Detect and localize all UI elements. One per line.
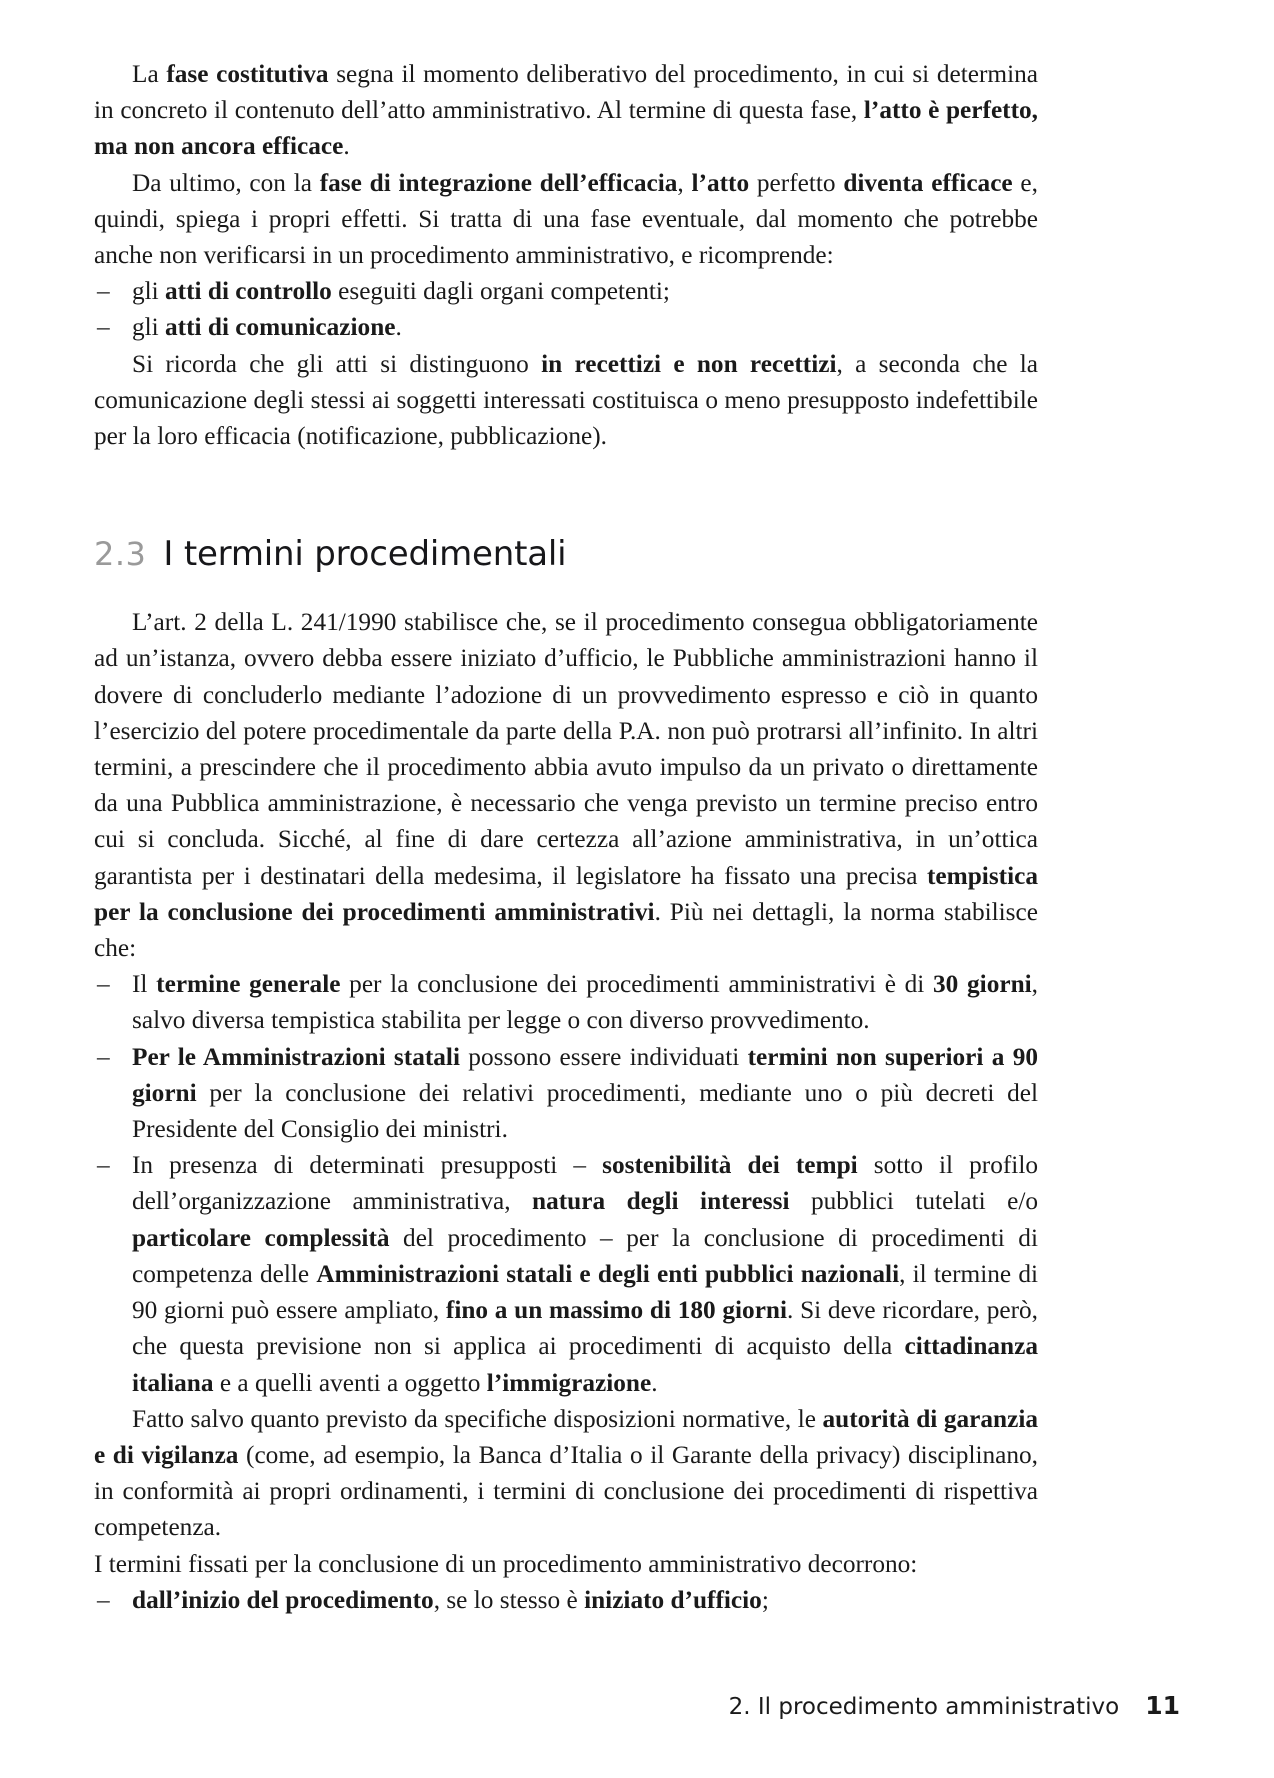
footer-chapter-label: 2. Il procedimento amministrativo [728, 1694, 1120, 1720]
text-bold: fino a un massimo di 180 giorni [445, 1296, 788, 1325]
text-bold: dall’inizio del procedimento [132, 1585, 434, 1614]
text-bold: natura degli interessi [532, 1187, 790, 1216]
text-bold: atti di comunicazione [165, 313, 396, 342]
list-item [94, 966, 1038, 1038]
section-number: 2.3 [94, 535, 147, 574]
text-run: In presenza di determinati presupposti – [132, 1151, 603, 1180]
text-run: ; [761, 1585, 769, 1614]
text-run: . Più nei dettagli, la norma stabilisce che: [94, 897, 1038, 963]
text-run: , [677, 168, 692, 197]
text-bold: autorità di garanzia e di vigilanza [94, 1404, 1038, 1469]
page-footer [94, 1691, 1180, 1720]
text-run: , il termine di 90 giorni può essere ampliato, [132, 1259, 1038, 1325]
text-run: . [395, 313, 402, 342]
text-run: Da ultimo, con la [132, 168, 320, 197]
page-title: I termini procedimentali [163, 534, 567, 575]
text-run: Si ricorda che gli atti si distinguono [132, 349, 542, 378]
text-bold: atti di controllo [165, 277, 332, 306]
paragraph-recettizi [94, 346, 1038, 455]
section-heading [94, 534, 1038, 574]
list-item [94, 1147, 1038, 1400]
text-bold: particolare complessità [132, 1223, 390, 1252]
text-bold: l’atto [691, 168, 750, 197]
text-run: Il [132, 970, 157, 999]
list-item [94, 273, 1038, 309]
text-run: pubblici tutelati e/o [789, 1187, 1039, 1216]
paragraph-fase-integrazione [94, 165, 1038, 274]
text-run: perfetto [749, 168, 844, 197]
text-run: sotto il profilo dell’organizzazione amministrativa, [132, 1151, 1039, 1216]
paragraph-art2-241 [94, 604, 1038, 966]
list-termini [94, 966, 1038, 1400]
text-bold: termine generale [156, 970, 341, 999]
text-run: segna il momento deliberativo del procedimento, in cui si determina in concreto il contenuto dell’atto amministrativo. Al termine di questa fase, [94, 60, 1039, 125]
text-run: , salvo diversa tempistica stabilita per legge o con diverso provvedimento. [132, 970, 1038, 1035]
text-bold: termini non superiori a 90 giorni [132, 1042, 1038, 1107]
text-run: I termini fissati per la conclusione di un procedimento amministrativo decorrono: [94, 1549, 918, 1578]
text-run: gli [132, 313, 166, 342]
text-run: del procedimento – per la conclusione di procedimenti di competenza delle [132, 1223, 1038, 1288]
paragraph-fase-costitutiva [94, 56, 1038, 165]
text-bold: Amministrazioni statali e degli enti pubblici nazionali [316, 1259, 900, 1288]
text-run: . [343, 132, 350, 161]
text-run: Fatto salvo quanto previsto da specifiche disposizioni normative, le [132, 1404, 823, 1433]
text-run: , se lo stesso è [433, 1585, 585, 1614]
spacer [94, 574, 1038, 604]
paragraph-decorrenza [94, 1546, 1038, 1582]
text-run: La [132, 60, 167, 88]
text-bold: l’atto è perfetto, ma non ancora efficace [94, 96, 1038, 161]
text-bold: in recettizi e non recettizi [541, 349, 837, 378]
spacer [94, 454, 1038, 534]
text-bold: iniziato d’ufficio [584, 1585, 762, 1614]
text-run: gli [132, 277, 166, 306]
text-bold: fase di integrazione dell’efficacia [319, 168, 678, 197]
text-bold: fase costitutiva [166, 60, 329, 88]
text-run: e, quindi, spiega i propri effetti. Si tratta di una fase eventuale, dal momento che potrebbe anche non verificarsi in un procedimento amministrativo, e ricomprende: [94, 168, 1038, 270]
text-run: L’art. 2 della L. 241/1990 stabilisce che, se il procedimento consegua obbligatoriamente ad un’istanza, ovvero debba essere iniziato d’ufficio, le Pubbliche amministrazioni hanno il dovere di concluderlo mediante l’adozione di un provvedimento espresso e ciò in quanto l’esercizio del potere procedimentale da parte della P.A. non può protrarsi all’infinito. In altri termini, a prescindere che il procedimento abbia avuto impulso da un privato o direttamente da una Pubblica amministrazione, è necessario che venga previsto un termine preciso entro cui si concluda. Sicché, al fine di dare certezza all’azione amministrativa, in un’ottica garantista per i destinatari della medesima, il legislatore ha fissato una precisa [94, 608, 1038, 890]
text-run: e a quelli aventi a oggetto [213, 1368, 487, 1397]
footer-page-number: 11 [1145, 1691, 1180, 1720]
text-bold: Per le Amministrazioni statali [132, 1042, 460, 1071]
text-bold: tempistica per la conclusione dei procedimenti amministrativi [94, 861, 1038, 926]
text-run: (come, ad esempio, la Banca d’Italia o il Garante della privacy) disciplinano, in conformità ai propri ordinamenti, i termini di conclusione dei procedimenti di rispettiva competenza. [94, 1440, 1038, 1542]
list-item [94, 1582, 1038, 1618]
text-bold: cittadinanza italiana [132, 1332, 1038, 1397]
text-run: . Si deve ricordare, però, che questa previsione non si applica ai procedimenti di acquisto della [132, 1296, 1038, 1361]
list-item [94, 309, 1038, 345]
list-decorrenza [94, 1582, 1038, 1618]
list-item [94, 1039, 1038, 1148]
text-bold: 30 giorni [933, 970, 1032, 999]
text-run: , a seconda che la comunicazione degli stessi ai soggetti interessati costituisca o meno presupposto indefettibile per la loro efficacia (notificazione, pubblicazione). [94, 349, 1038, 451]
text-run: per la conclusione dei procedimenti amministrativi è di [340, 970, 934, 999]
text-run: eseguiti dagli organi competenti; [331, 277, 670, 306]
text-bold: l’immigrazione [486, 1368, 652, 1397]
text-bold: diventa efficace [843, 168, 1013, 197]
text-bold: sostenibilità dei tempi [602, 1151, 858, 1180]
text-run: per la conclusione dei relativi procedimenti, mediante uno o più decreti del Presidente del Consiglio dei ministri. [132, 1078, 1038, 1144]
text-run: possono essere individuati [459, 1042, 748, 1071]
list-atti [94, 273, 1038, 345]
paragraph-autorita-garanzia [94, 1401, 1038, 1546]
page-content [94, 56, 1038, 1618]
text-run: . [651, 1368, 658, 1397]
